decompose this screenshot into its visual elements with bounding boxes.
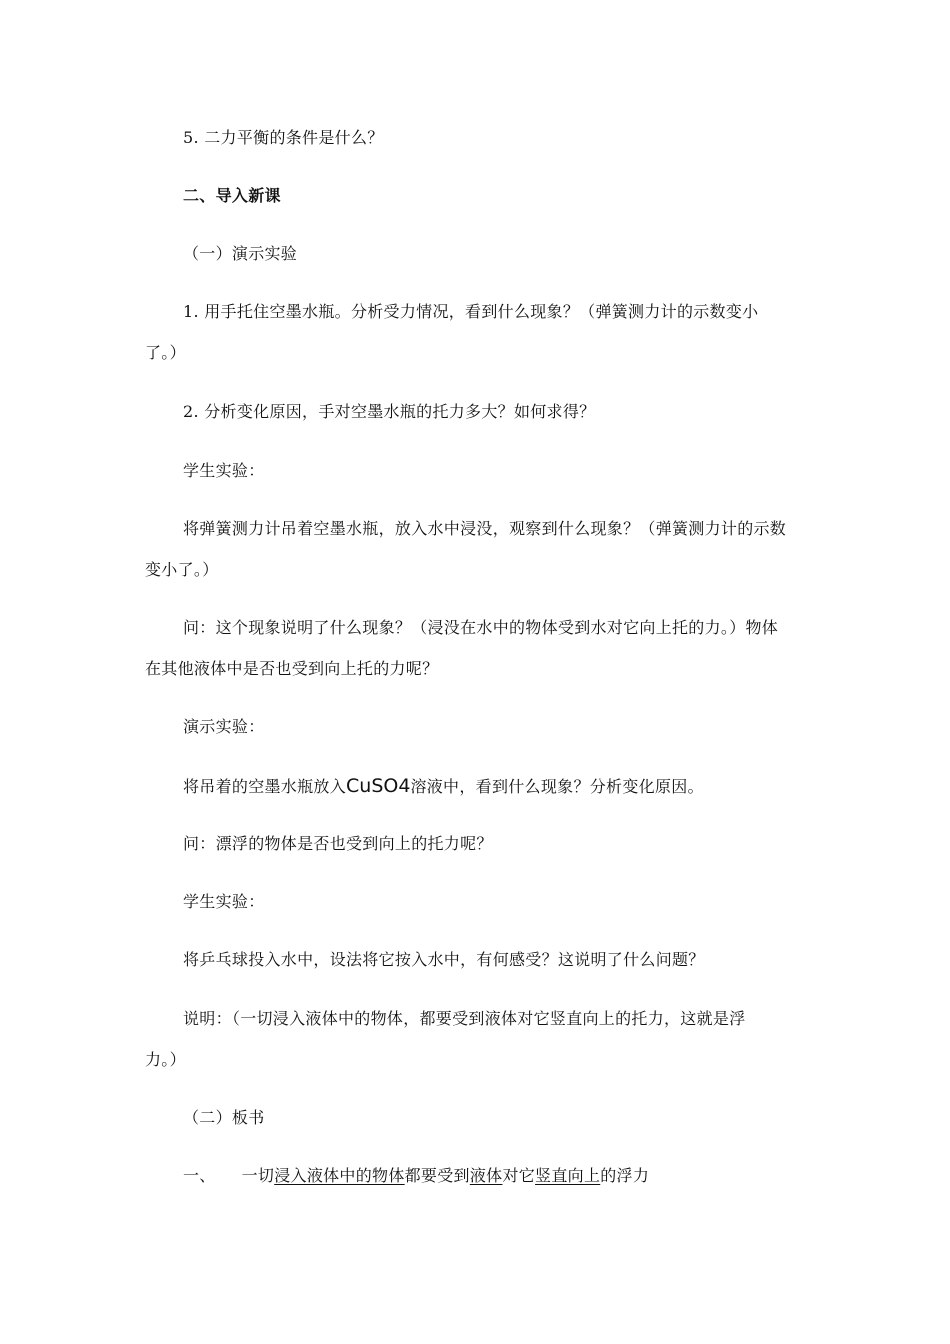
- subheading-demo: （一）演示实验: [183, 244, 298, 263]
- student-experiment-label-2: 学生实验：: [183, 892, 265, 911]
- question-line-2: 在其他液体中是否也受到向上托的力呢？: [145, 659, 439, 678]
- board-text-3: 对它: [502, 1166, 536, 1185]
- board-statement: [183, 1166, 649, 1186]
- section-heading: 二、导入新课: [183, 186, 281, 205]
- item-2: 2. 分析变化原因，手对空墨水瓶的托力多大？如何求得？: [183, 402, 596, 421]
- board-underline-2: 液体: [469, 1166, 503, 1185]
- question-line-1: 问：这个现象说明了什么现象？（浸没在水中的物体受到水对它向上托的力。）物体: [183, 618, 779, 637]
- paragraph-3: 将乒乓球投入水中，设法将它按入水中，有何感受？这说明了什么问题？: [183, 950, 705, 969]
- paragraph-2: [183, 776, 704, 797]
- chemical-formula: CuSO4: [346, 775, 411, 797]
- explanation-line-1: 说明：（一切浸入液体中的物体，都要受到液体对它竖直向上的托力，这就是浮: [183, 1009, 746, 1028]
- item-1-line-1: 1. 用手托住空墨水瓶。分析受力情况，看到什么现象？（弹簧测力计的示数变小: [183, 302, 759, 321]
- board-underline-3: 竖直向上: [535, 1166, 601, 1185]
- paragraph-2-post: 溶液中，看到什么现象？分析变化原因。: [410, 777, 704, 796]
- board-text-2: 都要受到: [404, 1166, 470, 1185]
- paragraph-1-line-1: 将弹簧测力计吊着空墨水瓶，放入水中浸没，观察到什么现象？（弹簧测力计的示数: [183, 519, 787, 538]
- paragraph-2-pre: 将吊着的空墨水瓶放入: [183, 777, 347, 796]
- explanation-line-2: 力。）: [145, 1050, 186, 1069]
- paragraph-1-line-2: 变小了。）: [145, 560, 219, 579]
- board-number: 一、: [183, 1166, 216, 1185]
- item-1-line-2: 了。）: [145, 343, 186, 362]
- board-text-1: 一切: [241, 1166, 275, 1185]
- question-5: 5. 二力平衡的条件是什么？: [183, 128, 384, 147]
- board-text-4: 的浮力: [600, 1166, 650, 1185]
- student-experiment-label: 学生实验：: [183, 461, 265, 480]
- board-underline-1: 浸入液体中的物体: [274, 1166, 405, 1185]
- subheading-board: （二）板书: [183, 1108, 265, 1127]
- question-2: 问：漂浮的物体是否也受到向上的托力呢？: [183, 834, 493, 853]
- demo-experiment-label: 演示实验：: [183, 717, 265, 736]
